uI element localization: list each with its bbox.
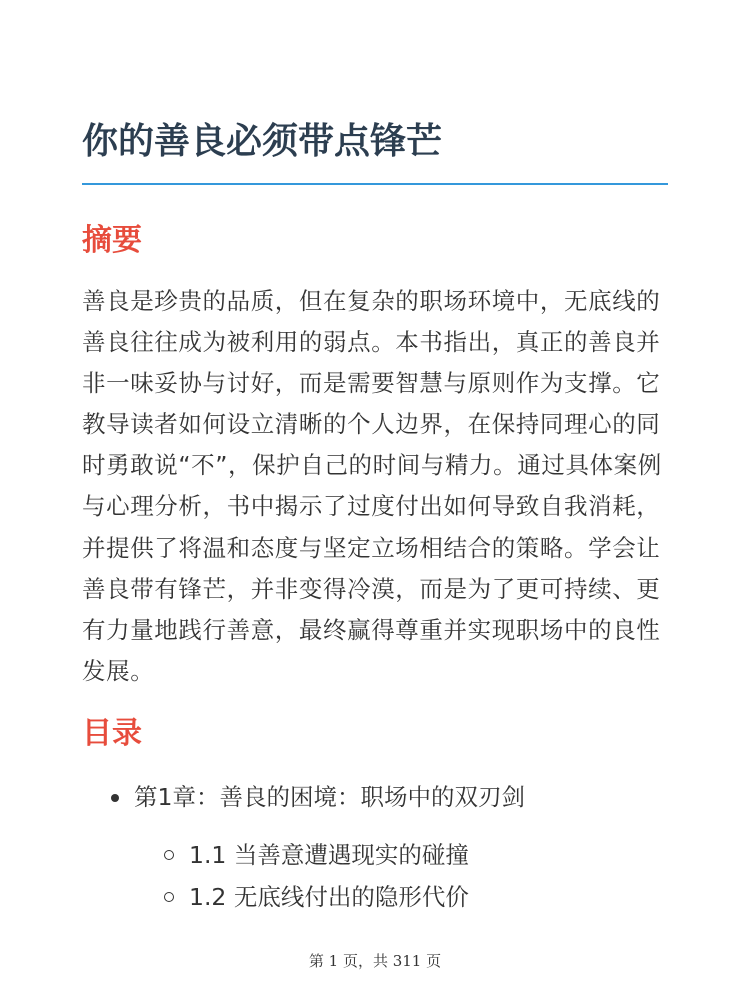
circle-bullet-icon (164, 850, 174, 860)
page-number: 第 1 页，共 311 页 (308, 952, 442, 970)
abstract-heading: 摘要 (82, 223, 142, 258)
bullet-icon (111, 794, 119, 802)
abstract-text: 善良是珍贵的品质，但在复杂的职场环境中，无底线的善良往往成为被利用的弱点。本书指出，真正的善良并非一味妥协与讨好，而是需要智慧与原则作为支撑。它教导读者如何设立清晰的个人边界，在保持同理心的同时勇敢说“不”，保护自己的时间与精力。通过具体案例与心理分析，书中揭示了过度付出如何导致自我消耗，并提供了将温和态度与坚定立场相结合的策略。学会让善良带有锋芒，并非变得冷漠，而是为了更可持续、更有力量地践行善意，最终赢得尊重并实现职场中的良性发展。 (82, 287, 662, 685)
toc-chapter-label: 第1章：善良的困境：职场中的双刃剑 (134, 783, 525, 811)
document-title: 你的善良必须带点锋芒 (82, 121, 443, 162)
toc-heading: 目录 (82, 716, 142, 751)
toc-chapter-item[interactable] (134, 779, 525, 815)
title-divider (82, 183, 668, 185)
circle-bullet-icon (164, 892, 174, 902)
toc-section-item[interactable] (189, 837, 469, 873)
toc-section-label: 1.1 当善意遭遇现实的碰撞 (189, 841, 469, 869)
toc-section-item[interactable] (189, 879, 469, 915)
toc-section-label: 1.2 无底线付出的隐形代价 (189, 883, 469, 911)
